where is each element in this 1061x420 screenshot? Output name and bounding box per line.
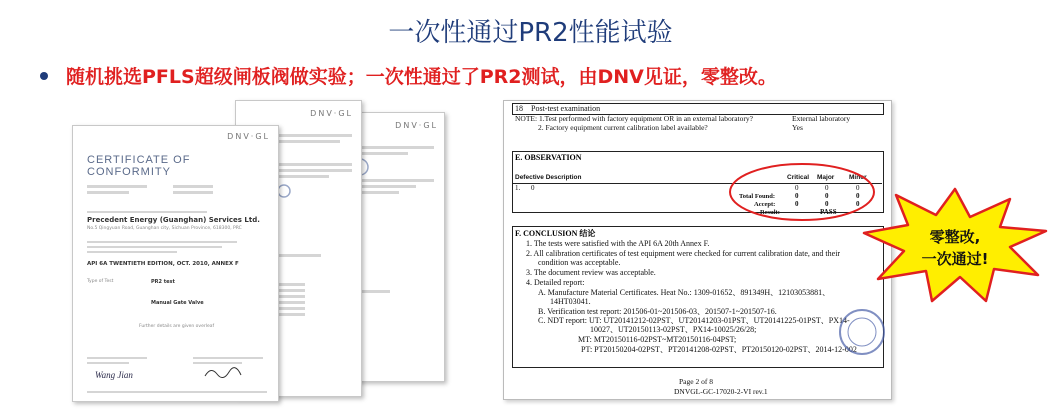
signature-scribble-icon — [203, 366, 243, 380]
col-major: Major — [817, 174, 835, 181]
conclusion-a1: A. Manufacture Material Certificates. Heat No.: 1309-01652、891349H、12103053881、 — [538, 288, 831, 297]
summary-bullet — [40, 62, 777, 89]
total-found-label: Total Found: — [739, 193, 776, 200]
note-answer-2: Yes — [792, 123, 803, 132]
accept-critical: 0 — [795, 200, 799, 208]
total-minor: 0 — [856, 192, 860, 200]
further-details: Further details are given overleaf — [139, 324, 215, 329]
conclusion-3: 3. The document review was acceptable. — [526, 268, 656, 277]
note-line-2: 2. Factory equipment current calibration label available? — [538, 123, 708, 132]
certificate-standard: API 6A TWENTIETH EDITION, OCT. 2010, ANNEX F — [87, 261, 239, 267]
stamp-seal-icon — [836, 306, 888, 358]
bullet-dot-icon — [40, 72, 48, 80]
accept-minor: 0 — [856, 200, 860, 208]
conclusion-mt: MT: MT20150116-02PST~MT20150116-04PST; — [578, 335, 737, 344]
highlight-circle-icon — [727, 161, 877, 223]
product-value: Manual Gate Valve — [151, 300, 204, 306]
accept-label: Accept: — [754, 201, 776, 208]
row18-title: Post-test examination — [531, 104, 601, 113]
result-label: Result: — [760, 209, 780, 216]
conclusion-4: 4. Detailed report: — [526, 278, 585, 287]
conclusion-a2: 14HT03041. — [550, 297, 591, 306]
certificate-heading-2: CONFORMITY — [87, 166, 171, 178]
col-critical: Critical — [787, 174, 810, 181]
row18-number: 18 — [515, 104, 523, 113]
conclusion-2b: condition was acceptable. — [538, 258, 621, 267]
observation-heading: E. OBSERVATION — [515, 153, 582, 162]
conclusion-c2: 10027、UT20150113-02PST、PX14-10025/26/28; — [590, 325, 757, 334]
row1-number: 1. — [515, 184, 521, 192]
test-report-page — [503, 100, 892, 400]
certificate-company: Precedent Energy (Guanghan) Services Ltd. — [87, 216, 260, 224]
note-answer-1: External laboratory — [792, 114, 851, 123]
result-value: PASS — [820, 208, 837, 216]
dnv-logo-back: DNV·GL — [395, 121, 438, 130]
defective-description: Defective Description — [515, 174, 582, 181]
callout-line-2: 一次通过! — [921, 250, 989, 268]
total-critical: 0 — [795, 192, 799, 200]
dnv-logo-middle: DNV·GL — [310, 109, 353, 118]
row1-value: 0 — [531, 184, 535, 192]
dnv-logo: DNV·GL — [227, 132, 270, 141]
conclusion-b: B. Verification test report: 201506-01~201506-03、201507-1~201507-16. — [538, 307, 777, 316]
accept-major: 0 — [825, 200, 829, 208]
conclusion-heading: F. CONCLUSION 结论 — [515, 229, 596, 238]
cell-critical-0: 0 — [795, 184, 799, 192]
certificate-address: No.5 Qingyuan Road, Guanghan city, Sichuan Province, 618300, PRC — [87, 226, 242, 231]
certificate-page-front — [72, 125, 279, 402]
cell-minor-0: 0 — [856, 184, 860, 192]
total-major: 0 — [825, 192, 829, 200]
summary-text: 随机挑选PFLS超级闸板阀做实验；一次性通过了PR2测试，由DNV见证，零整改。 — [66, 66, 777, 88]
callout-line-1: 零整改, — [929, 228, 981, 246]
conclusion-pt: PT: PT20150204-02PST、PT20141208-02PST、PT20150120-02PST、2014-12-002 — [581, 345, 857, 354]
page-title: 一次性通过PR2性能试验 — [388, 18, 673, 48]
callout-text — [905, 226, 1005, 270]
type-of-test-label: Type of Test — [87, 279, 114, 284]
conclusion-c1: C. NDT report: UT: UT20141212-02PST、UT20141203-01PST、UT20141225-01PST、PX14- — [538, 316, 850, 325]
certificate-heading-1: CERTIFICATE OF — [87, 154, 191, 166]
conclusion-1: 1. The tests were satisfied with the API 6A 20th Annex F. — [526, 239, 710, 248]
form-number: DNVGL-GC-17020-2-VI rev.1 — [674, 387, 768, 396]
page-number: Page 2 of 8 — [679, 377, 713, 386]
col-minor: Minor — [849, 174, 867, 181]
cell-major-0: 0 — [825, 184, 829, 192]
conclusion-2a: 2. All calibration certificates of test equipment were checked for current calibration date, and their — [526, 249, 841, 258]
type-of-test-value: PR2 test — [151, 279, 175, 285]
signature: Wang Jian — [95, 370, 133, 380]
note-line-1: NOTE: 1.Test performed with factory equipment OR in an external laboratory? — [515, 114, 753, 123]
